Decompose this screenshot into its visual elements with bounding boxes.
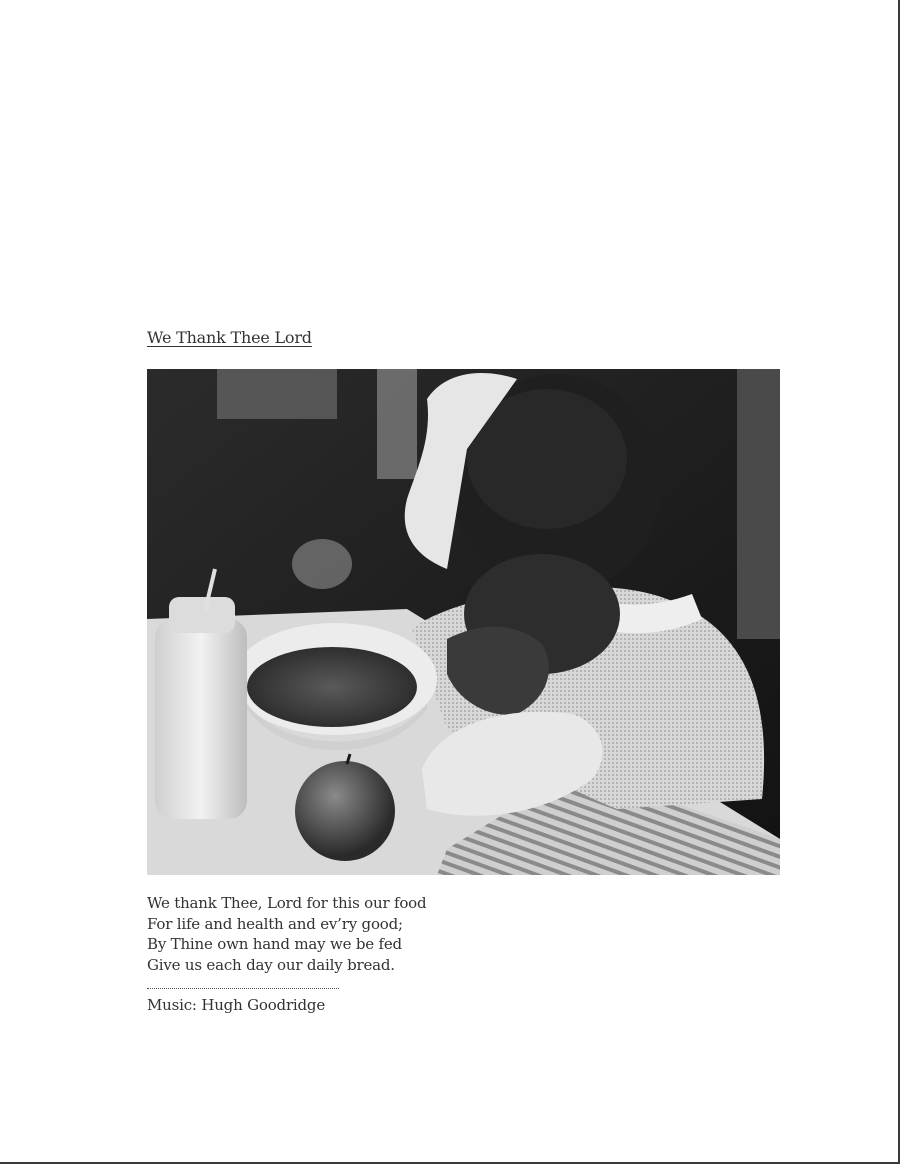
dotted-divider: [147, 988, 339, 989]
background-fabric: [217, 369, 337, 419]
music-credit: Music: Hugh Goodridge: [147, 996, 326, 1014]
poem-line: Give us each day our daily bread.: [147, 955, 395, 974]
apple: [295, 761, 395, 861]
poem-line: For life and health and ev’ry good;: [147, 914, 403, 933]
background-blur: [292, 539, 352, 589]
praying-child-photo: [147, 369, 780, 875]
milk-bottle: [155, 619, 247, 819]
poem-line: We thank Thee, Lord for this our food: [147, 894, 427, 912]
poem-lyrics: [147, 893, 426, 975]
poem-line: By Thine own hand may we be fed: [147, 935, 402, 953]
song-title: We Thank Thee Lord: [147, 328, 312, 347]
background-fabric-2: [377, 369, 417, 479]
background-right: [737, 369, 780, 639]
bottle-neck: [169, 597, 235, 633]
soup: [247, 647, 417, 727]
